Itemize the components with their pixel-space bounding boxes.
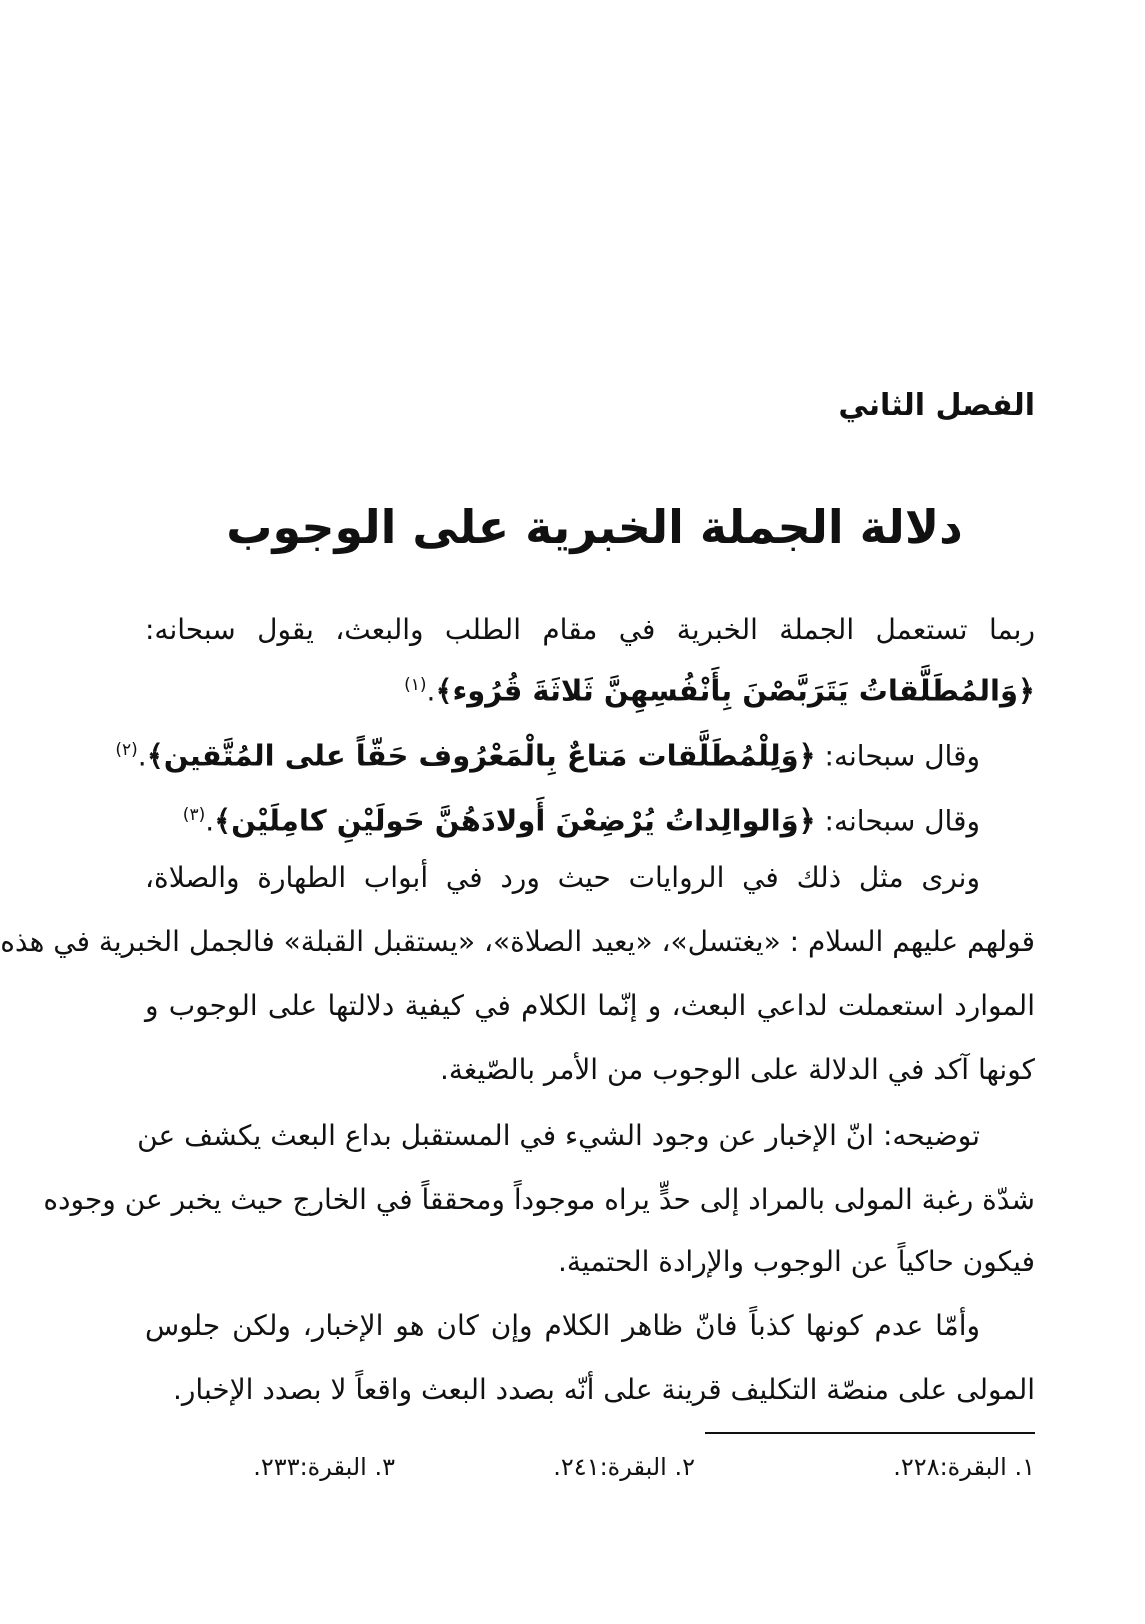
verse-2-prefix: وقال سبحانه: [815,739,980,773]
footnote-divider [705,1432,1035,1434]
verse-line-3 [145,795,980,841]
verse-line-1 [145,665,1035,711]
paragraph-1-line-3: الموارد استعملت لداعي البعث، و إنّما الكلام في كيفية دلالتها على الوجوب و [145,989,1035,1022]
verse-line-2 [115,730,980,776]
verse-2: ﴿وَلِلْمُطَلَّقات مَتاعٌ بِالْمَعْرُوف حَقّاً على المُتَّقين﴾ [146,738,816,773]
verse-1: ﴿وَالمُطَلَّقاتُ يَتَرَبَّصْنَ بِأَنْفُسِهِنَّ ثَلاثَةَ قُرُوء﴾ [435,673,1035,708]
paragraph-3-line-1: وأمّا عدم كونها كذباً فانّ ظاهر الكلام وإن كان هو الإخبار، ولكن جلوس [145,1309,980,1342]
paragraph-2-line-3: فيكون حاكياً عن الوجوب والإرادة الحتمية. [558,1245,1035,1278]
verse-3: ﴿وَالوالِداتُ يُرْضِعْنَ أَولادَهُنَّ حَولَيْنِ كامِلَيْن﴾ [214,803,816,838]
paragraph-3-line-2: المولى على منصّة التكليف قرينة على أنّه بصدد البعث واقعاً لا بصدد الإخبار. [173,1373,1035,1406]
footnote-mark-2: (٢) [115,740,138,760]
paragraph-1-line-2: قولهم عليهم السلام : «يغتسل»، «يعيد الصلاة»، «يستقبل القبلة» فالجمل الخبرية في هذه [0,925,1035,958]
paragraph-1-line-1: ونرى مثل ذلك في الروايات حيث ورد في أبواب الطهارة والصلاة، [145,861,980,894]
footnote-2: ٢. البقرة:٢٤١. [553,1453,695,1481]
verse-3-prefix: وقال سبحانه: [815,804,980,838]
verse-2-period: . [137,739,147,773]
verse-1-period: . [426,674,436,708]
paragraph-2-line-2: شدّة رغبة المولى بالمراد إلى حدٍّ يراه موجوداً ومحققاً في الخارج حيث يخبر عن وجوده [43,1183,1035,1216]
chapter-label: الفصل الثاني [838,388,1035,423]
intro-line: ربما تستعمل الجملة الخبرية في مقام الطلب والبعث، يقول سبحانه: [145,613,1035,646]
footnotes [205,1453,1035,1489]
footnote-mark-3: (٣) [182,805,206,825]
verse-3-period: . [205,804,215,838]
footnote-3: ٣. البقرة:٢٣٣. [253,1453,395,1481]
chapter-title: دلالة الجملة الخبرية على الوجوب [226,500,963,554]
footnote-1: ١. البقرة:٢٢٨. [893,1453,1035,1481]
paragraph-1-line-4: كونها آكد في الدلالة على الوجوب من الأمر بالصّيغة. [439,1053,1035,1086]
paragraph-2-line-1: توضيحه: انّ الإخبار عن وجود الشيء في المستقبل بداع البعث يكشف عن [137,1119,980,1152]
footnote-mark-1: (١) [404,675,427,695]
